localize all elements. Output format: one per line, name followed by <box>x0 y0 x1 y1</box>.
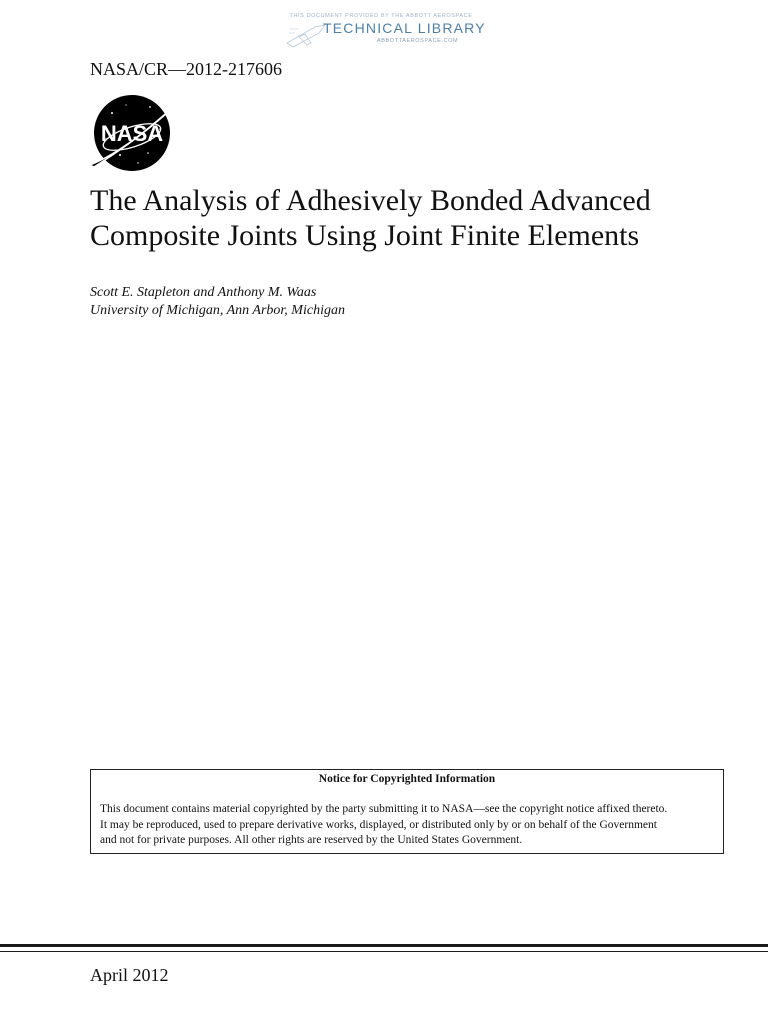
authors-block <box>90 284 345 320</box>
notice-body <box>100 802 667 849</box>
notice-line: It may be reproduced, used to prepare derivative works, displayed, or distributed only by or on behalf of the Government <box>100 818 657 831</box>
logo-text: NASA <box>100 121 164 146</box>
notice-line: and not for private purposes. All other rights are reserved by the United States Government. <box>100 834 523 846</box>
notice-title: Notice for Copyrighted Information <box>318 773 496 785</box>
publication-date: April 2012 <box>90 965 169 985</box>
author-names: Scott E. Stapleton and Anthony M. Waas <box>90 285 317 300</box>
nasa-logo-icon <box>90 93 182 173</box>
document-title <box>90 183 730 253</box>
report-number: NASA/CR—2012-217606 <box>90 59 283 79</box>
title-line: Composite Joints Using Joint Finite Elements <box>90 219 640 252</box>
copyright-notice-box <box>90 769 724 854</box>
footer-rule-thin <box>0 951 768 952</box>
abbott-aerospace-watermark <box>285 13 486 53</box>
footer-rule-thick <box>0 944 768 947</box>
airplane-icon <box>285 21 327 51</box>
notice-line: This document contains material copyrighted by the party submitting it to NASA—see the copyright notice affixed thereto. <box>100 803 668 815</box>
title-line: The Analysis of Adhesively Bonded Advanced <box>90 184 651 217</box>
watermark-line-1: THIS DOCUMENT PROVIDED BY THE ABBOTT AEROSPACE <box>289 13 473 19</box>
author-affiliation: University of Michigan, Ann Arbor, Michigan <box>90 303 345 318</box>
watermark-line-2: TECHNICAL LIBRARY <box>323 20 486 36</box>
watermark-line-3: ABBOTTAEROSPACE.COM <box>377 38 459 44</box>
